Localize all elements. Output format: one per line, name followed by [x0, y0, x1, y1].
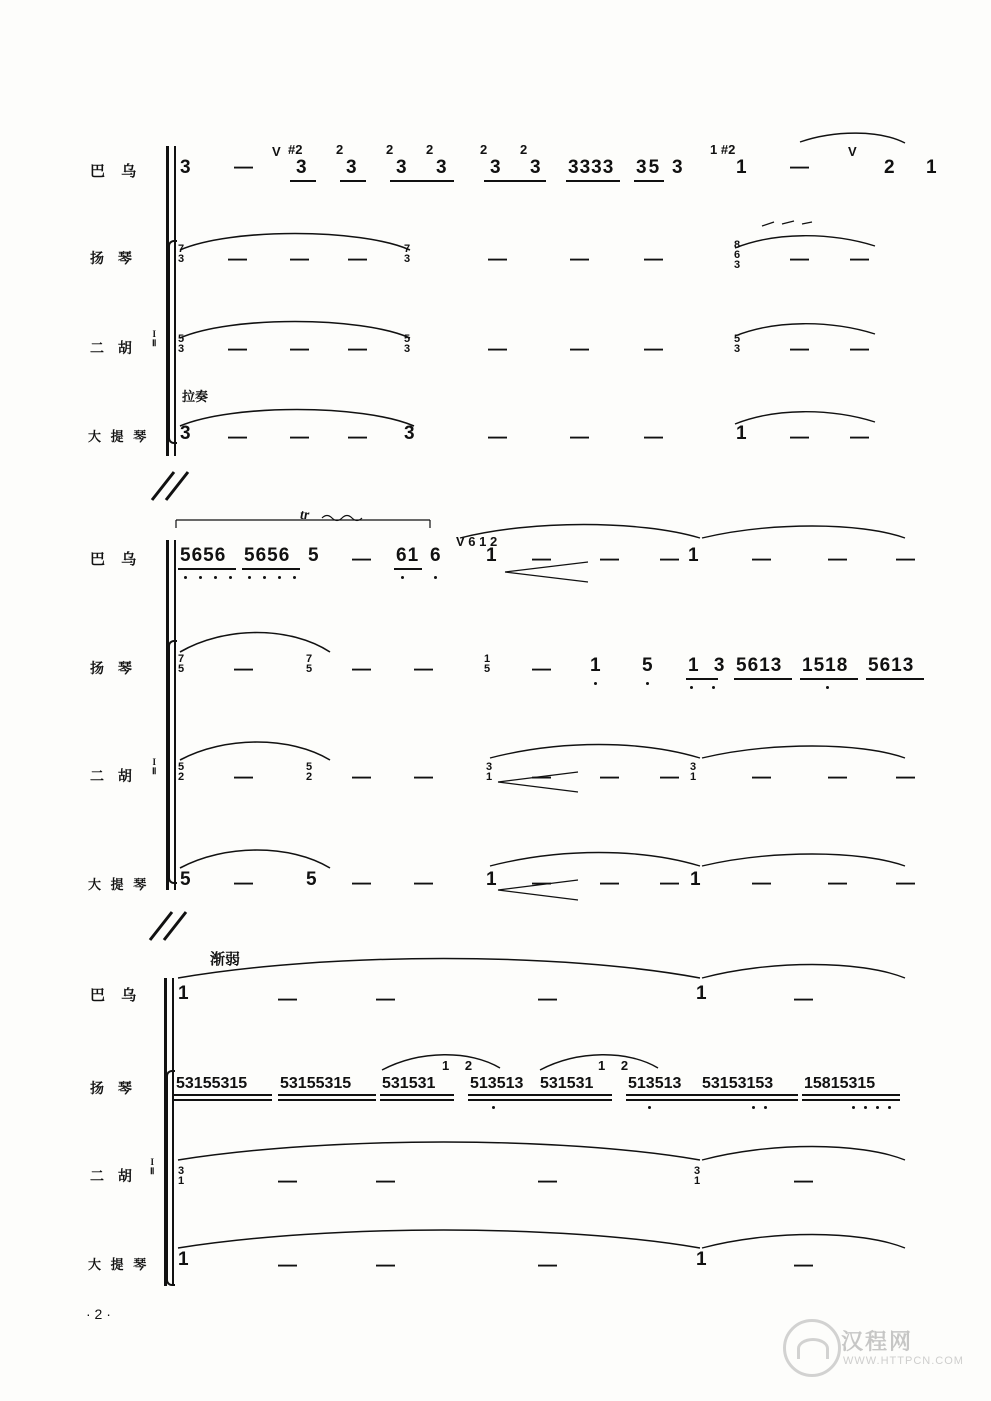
note-group: 531531	[382, 1075, 436, 1092]
dash: —	[488, 427, 507, 448]
beam	[380, 1099, 454, 1101]
page-number: · 2 ·	[86, 1306, 111, 1322]
inst-label-erhu: 二 胡	[90, 340, 137, 356]
octave-dot	[401, 576, 404, 579]
octave-dot	[184, 576, 187, 579]
system-2-brace	[168, 640, 177, 884]
octave-dot	[852, 1106, 855, 1109]
octave-dot	[752, 1106, 755, 1109]
chord-stack: 5 3	[178, 333, 185, 355]
octave-dot	[263, 576, 266, 579]
octave-dot	[690, 686, 693, 689]
watermark-logo-icon	[783, 1319, 841, 1377]
beam	[484, 180, 546, 182]
dash: —	[348, 427, 367, 448]
octave-dot	[864, 1106, 867, 1109]
ornament-grace: 1 #2	[710, 142, 736, 157]
note: 1	[486, 545, 497, 566]
beam	[538, 1094, 612, 1096]
roman-numeral-II: Ⅱ	[152, 338, 157, 348]
beam	[468, 1099, 542, 1101]
dash: —	[234, 659, 253, 680]
note-group: 61	[396, 545, 420, 566]
note-group: 35	[636, 157, 662, 178]
dash: —	[348, 249, 367, 270]
octave-dot	[214, 576, 217, 579]
dynamic-marking-diminuendo: 渐弱	[210, 951, 241, 968]
octave-dot	[888, 1106, 891, 1109]
note: 1	[590, 655, 601, 676]
note-group: 53155315	[176, 1075, 248, 1092]
note: 3	[490, 157, 501, 178]
dash: —	[570, 427, 589, 448]
note-group: 531531	[540, 1075, 594, 1092]
inst-label-erhu: 二 胡	[90, 768, 137, 784]
dash: —	[828, 767, 847, 788]
beam	[634, 180, 664, 182]
note: 3	[180, 157, 191, 178]
dash: —	[538, 989, 557, 1010]
chord-stack: 3 1	[690, 761, 697, 783]
roman-numeral-I: I	[152, 329, 156, 339]
ornament: V	[272, 144, 281, 159]
note-group: 53155315	[280, 1075, 352, 1092]
note: 3	[436, 157, 447, 178]
dash: —	[234, 767, 253, 788]
note: 1	[696, 1249, 707, 1270]
dash: —	[794, 989, 813, 1010]
dash: —	[752, 873, 771, 894]
ornament-accidental: #2	[288, 142, 303, 157]
chord-stack: 7 5	[178, 653, 185, 675]
dash: —	[352, 659, 371, 680]
watermark-title: 汉程网	[841, 1329, 914, 1354]
inst-label-cello: 大 提 琴	[88, 877, 150, 892]
chord-stack: 5 2	[178, 761, 185, 783]
roman-numeral-I: I	[150, 1157, 154, 1167]
beam	[866, 678, 924, 680]
note: 1	[690, 869, 701, 890]
octave-dot	[826, 686, 829, 689]
dash: —	[538, 1171, 557, 1192]
note: 1	[178, 1249, 189, 1270]
chord-stack: 8 6 3	[734, 239, 741, 271]
dash: —	[850, 339, 869, 360]
note-group: 5613	[736, 655, 783, 676]
beam	[390, 180, 454, 182]
dash: —	[488, 249, 507, 270]
dash: —	[348, 339, 367, 360]
tuplet-number: 1 2	[598, 1058, 635, 1073]
octave-dot	[492, 1106, 495, 1109]
trill-marking: tr	[300, 508, 310, 523]
octave-dot	[278, 576, 281, 579]
dash: —	[414, 767, 433, 788]
dash: —	[290, 339, 309, 360]
dash: —	[570, 249, 589, 270]
beam	[468, 1094, 542, 1096]
beam	[174, 1099, 272, 1101]
dash: —	[538, 1255, 557, 1276]
dash: —	[352, 873, 371, 894]
note-group: 513513	[628, 1075, 682, 1092]
chord-stack: 3 1	[486, 761, 493, 783]
beam	[278, 1099, 376, 1101]
beam	[178, 568, 236, 570]
chord-stack: 7 3	[404, 243, 411, 265]
note-group: 1 3	[688, 655, 730, 676]
beam	[538, 1099, 612, 1101]
note: 6	[430, 545, 441, 566]
chord-stack: 5 2	[306, 761, 313, 783]
dash: —	[660, 767, 679, 788]
dash: —	[278, 1255, 297, 1276]
dash: —	[828, 873, 847, 894]
chord-stack: 5 3	[734, 333, 741, 355]
dash: —	[644, 427, 663, 448]
note: 3	[396, 157, 407, 178]
ornament: 2	[426, 142, 434, 157]
note-group: 15815315	[804, 1075, 876, 1092]
chord-stack: 7 5	[306, 653, 313, 675]
beam	[380, 1094, 454, 1096]
dash: —	[414, 659, 433, 680]
note: 3	[180, 423, 191, 444]
beam	[734, 678, 792, 680]
octave-dot	[594, 682, 597, 685]
dash: —	[790, 339, 809, 360]
inst-label-yangqin: 扬 琴	[90, 250, 137, 266]
tuplet-number: 1 2	[442, 1058, 479, 1073]
note: 3	[672, 157, 683, 178]
chord-stack: 7 3	[178, 243, 185, 265]
dash: —	[352, 767, 371, 788]
octave-dot	[199, 576, 202, 579]
dash: —	[794, 1255, 813, 1276]
inst-label-cello: 大 提 琴	[88, 429, 150, 444]
dash: —	[850, 249, 869, 270]
dash: —	[790, 249, 809, 270]
octave-dot	[293, 576, 296, 579]
dash: —	[532, 549, 551, 570]
beam	[340, 180, 366, 182]
dash: —	[600, 767, 619, 788]
inst-label-yangqin: 扬 琴	[90, 1080, 137, 1096]
dash: —	[228, 339, 247, 360]
octave-dot	[646, 682, 649, 685]
beam	[626, 1099, 700, 1101]
note: 2	[884, 157, 895, 178]
dash: —	[376, 1171, 395, 1192]
beam	[700, 1094, 798, 1096]
inst-label-bawu: 巴 乌	[90, 163, 143, 180]
bowing-marking: 拉奏	[182, 389, 209, 404]
note: 1	[736, 157, 747, 178]
beam	[800, 678, 858, 680]
dash: —	[752, 549, 771, 570]
beam	[290, 180, 316, 182]
ornament: 2	[386, 142, 394, 157]
dash: —	[644, 249, 663, 270]
system-3-brace	[166, 1070, 175, 1286]
octave-dot	[434, 576, 437, 579]
dash: —	[660, 549, 679, 570]
dash: —	[352, 549, 371, 570]
inst-label-bawu: 巴 乌	[90, 551, 143, 568]
note: 1	[178, 983, 189, 1004]
note: 5	[306, 869, 317, 890]
inst-label-yangqin: 扬 琴	[90, 660, 137, 676]
beam	[174, 1094, 272, 1096]
dash: —	[290, 427, 309, 448]
note-group: 3333	[568, 157, 615, 178]
note: 3	[296, 157, 307, 178]
erhu-string-mark-2	[152, 758, 156, 776]
note: 3	[530, 157, 541, 178]
chord-stack: 3 1	[694, 1165, 701, 1187]
dash: —	[278, 1171, 297, 1192]
inst-label-cello: 大 提 琴	[88, 1257, 150, 1272]
beam	[394, 568, 422, 570]
dash: —	[278, 989, 297, 1010]
note-group: 53153153	[702, 1075, 774, 1092]
beam	[626, 1094, 700, 1096]
chord-stack: 3 1	[178, 1165, 185, 1187]
dash: —	[896, 549, 915, 570]
beam	[802, 1099, 900, 1101]
dash: —	[234, 873, 253, 894]
note: 1	[736, 423, 747, 444]
inst-label-bawu: 巴 乌	[90, 987, 143, 1004]
note-group: 5656	[180, 545, 227, 566]
dash: —	[488, 339, 507, 360]
dash: —	[794, 1171, 813, 1192]
beam	[566, 180, 620, 182]
beam	[700, 1099, 798, 1101]
note: 1	[696, 983, 707, 1004]
note: 3	[346, 157, 357, 178]
dash: —	[644, 339, 663, 360]
dash: —	[896, 767, 915, 788]
dash: —	[376, 1255, 395, 1276]
beam	[686, 678, 718, 680]
erhu-string-mark-3	[150, 1158, 154, 1176]
roman-numeral-I: I	[152, 757, 156, 767]
system-1-brace	[168, 240, 177, 444]
octave-dot	[876, 1106, 879, 1109]
ornament: 2	[520, 142, 528, 157]
dash: —	[600, 873, 619, 894]
dash: —	[752, 767, 771, 788]
dash: —	[376, 989, 395, 1010]
chord-stack: 1 5	[484, 653, 491, 675]
note: 1	[486, 869, 497, 890]
note-group: 5656	[244, 545, 291, 566]
dash: —	[600, 549, 619, 570]
chord-stack: 5 3	[404, 333, 411, 355]
inst-label-erhu: 二 胡	[90, 1168, 137, 1184]
dash: —	[896, 873, 915, 894]
dash: —	[660, 873, 679, 894]
ornament: V	[848, 144, 857, 159]
dash: —	[290, 249, 309, 270]
watermark	[783, 1319, 973, 1381]
dash: —	[228, 249, 247, 270]
erhu-string-mark-1	[152, 330, 156, 348]
note: 3	[404, 423, 415, 444]
octave-dot	[248, 576, 251, 579]
octave-dot	[229, 576, 232, 579]
dash: —	[532, 659, 551, 680]
beam	[802, 1094, 900, 1096]
ornament: 2	[480, 142, 488, 157]
dash: —	[532, 767, 551, 788]
dash: —	[790, 157, 809, 178]
octave-dot	[764, 1106, 767, 1109]
dash: —	[790, 427, 809, 448]
note-group: 513513	[470, 1075, 524, 1092]
dash: —	[234, 157, 253, 178]
note: 5	[308, 545, 319, 566]
octave-dot	[648, 1106, 651, 1109]
dash: —	[532, 873, 551, 894]
roman-numeral-II: Ⅱ	[152, 766, 157, 776]
dash: —	[850, 427, 869, 448]
octave-dot	[712, 686, 715, 689]
dash: —	[414, 873, 433, 894]
note: 5	[642, 655, 653, 676]
beam	[242, 568, 300, 570]
dash: —	[828, 549, 847, 570]
dash: —	[570, 339, 589, 360]
watermark-url: WWW.HTTPCN.COM	[843, 1355, 964, 1367]
note-group: 1518	[802, 655, 849, 676]
note: 1	[688, 545, 699, 566]
roman-numeral-II: Ⅱ	[150, 1166, 155, 1176]
note-group: 5613	[868, 655, 915, 676]
note: 1	[926, 157, 937, 178]
beam	[278, 1094, 376, 1096]
note: 5	[180, 869, 191, 890]
ornament: 2	[336, 142, 344, 157]
dash: —	[228, 427, 247, 448]
ornament-grace: V 6 1 2	[456, 534, 498, 549]
